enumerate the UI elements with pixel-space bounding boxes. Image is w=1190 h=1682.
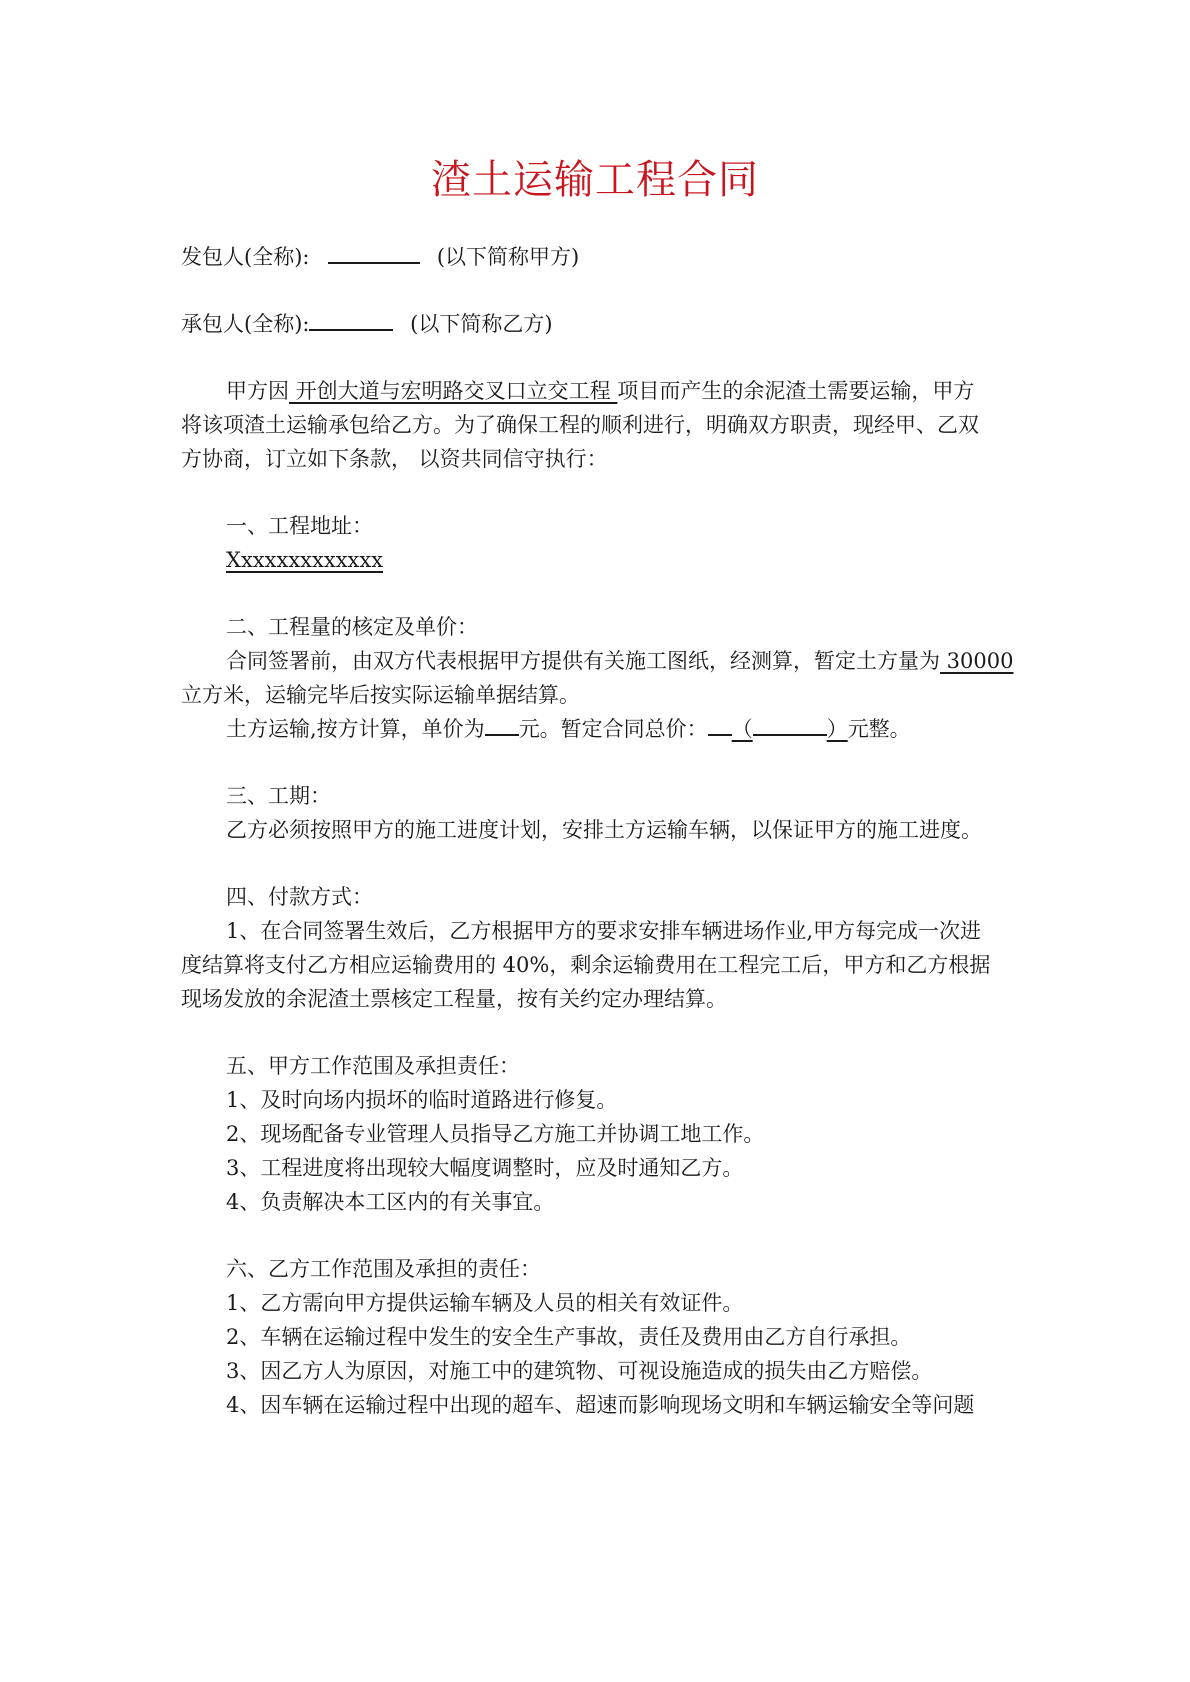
section-3-heading: 三、工期： [226, 784, 331, 808]
section-4-line-1: 1、在合同签署生效后，乙方根据甲方的要求安排车辆进场作业,甲方每完成一次进 [226, 919, 982, 943]
para-text: 元整。 [847, 717, 911, 741]
section-3-text: 乙方必须按照甲方的施工进度计划，安排土方运输车辆，以保证甲方的施工进度。 [226, 818, 982, 842]
party-b-line [181, 309, 553, 339]
intro-line-3: 方协商，订立如下条款， 以资共同信守执行： [181, 447, 608, 471]
list-item: 2、现场配备专业管理人员指导乙方施工并协调工地工作。 [226, 1122, 765, 1146]
intro-line-1 [226, 376, 974, 406]
section-5-heading: 五、甲方工作范围及承担责任： [226, 1054, 520, 1078]
para-text: 合同签署前，由双方代表根据甲方提供有关施工图纸，经测算，暂定土方量为 [226, 649, 940, 673]
section-1-heading: 一、工程地址： [226, 514, 373, 538]
section-6-heading: 六、乙方工作范围及承担的责任： [226, 1257, 541, 1281]
project-address [226, 545, 383, 575]
list-item: 2、车辆在运输过程中发生的安全生产事故，责任及费用由乙方自行承担。 [226, 1325, 912, 1349]
party-a-label: 发包人(全称): [181, 245, 310, 269]
list-item: 3、因乙方人为原因，对施工中的建筑物、可视设施造成的损失由乙方赔偿。 [226, 1359, 933, 1383]
total-price-blank[interactable] [708, 714, 732, 736]
party-a-name-blank[interactable] [328, 242, 420, 264]
para-text: 元。暂定合同总价： [518, 717, 708, 741]
paren-close: ） [826, 717, 848, 741]
section-2-para-2 [226, 714, 911, 744]
party-b-label: 承包人(全称): [181, 312, 310, 336]
intro-text: 甲方因 [226, 379, 289, 403]
intro-text: 项目而产生的余泥渣土需要运输，甲方 [617, 379, 975, 403]
party-a-line [181, 242, 579, 272]
intro-line-2: 将该项渣土运输承包给乙方。为了确保工程的顺利进行，明确双方职责，现经甲、乙双 [181, 413, 979, 437]
document-title: 渣土运输工程合同 [431, 157, 759, 203]
list-item: 4、因车辆在运输过程中出现的超车、超速而影响现场文明和车辆运输安全等问题 [226, 1393, 975, 1417]
section-2-para-1-line-2: 立方米，运输完毕后按实际运输单据结算。 [181, 683, 580, 707]
section-2-para-1-line-1 [226, 646, 1013, 676]
party-b-note: (以下简称乙方) [410, 312, 553, 336]
project-name: 开创大道与宏明路交叉口立交工程 [289, 379, 618, 403]
section-4-line-3: 现场发放的余泥渣土票核定工程量，按有关约定办理结算。 [181, 987, 727, 1011]
paren-open: （ [731, 717, 753, 741]
list-item: 3、工程进度将出现较大幅度调整时，应及时通知乙方。 [226, 1156, 744, 1180]
section-4-line-2: 度结算将支付乙方相应运输费用的 40%，剩余运输费用在工程完工后，甲方和乙方根据 [181, 953, 991, 977]
section-2-heading: 二、工程量的核定及单价： [226, 615, 478, 639]
section-4-heading: 四、付款方式： [226, 885, 373, 909]
total-price-words-blank[interactable] [753, 714, 827, 736]
party-a-note: (以下简称甲方) [436, 245, 580, 269]
earth-volume: 30000 [940, 649, 1014, 673]
para-text: 土方运输,按方计算，单价为 [226, 717, 485, 741]
address-value: Xxxxxxxxxxxxx [226, 548, 384, 572]
list-item: 1、及时向场内损坏的临时道路进行修复。 [226, 1088, 618, 1112]
list-item: 1、乙方需向甲方提供运输车辆及人员的相关有效证件。 [226, 1291, 744, 1315]
list-item: 4、负责解决本工区内的有关事宜。 [226, 1190, 555, 1214]
party-b-name-blank[interactable] [309, 309, 393, 331]
unit-price-blank[interactable] [485, 714, 519, 736]
